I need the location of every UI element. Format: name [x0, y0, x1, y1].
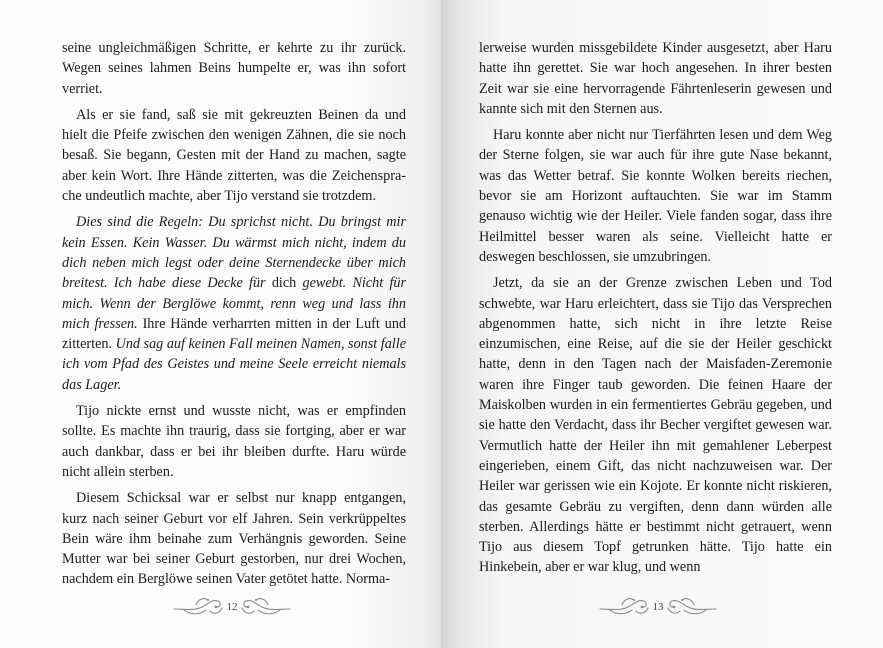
right-page-text [479, 38, 832, 578]
paragraph [62, 212, 406, 395]
paragraph: Diesem Schicksal war er selbst nur knapp entgangen, kurz nach seiner Geburt vor elf Jahren. Sein verkrüppeltes Bein wäre ihm beinahe zum Verhängnis geworden. Seine Mutter war bei seiner Geburt gestorben, nur drei Wochen, nachdem ein Berglöwe seinen Vater getötet hatte. Norma- [62, 490, 406, 588]
paragraph: lerweise wurden missgebildete Kinder ausgesetzt, aber Haru hatte ihn gerettet. Sie war hoch angesehen. In ihrer besten Zeit war sie eine hervorragende Fährtenleserin gewesen und kannte sich mit den Sternen aus. [479, 40, 832, 117]
page-number: 13 [652, 601, 664, 613]
left-page-footer [172, 593, 292, 621]
paragraph: Haru konnte aber nicht nur Tierfährten lesen und dem Weg der Sterne folgen, sie war auch für ihre gute Nase bekannt, was das Wetter betraf. Sie konnte Wolken bereits riechen, bevor sie am Horizont auftauchten. Sie war im Stamm genauso wichtig wie der Heiler. Viele fanden sogar, dass ihre Heilmittel besser waren als seine. Vielleicht hatte er deswegen beschlossen, sie umzubringen. [479, 127, 832, 265]
italic-text: Dies sind die Regeln: Du sprichst nicht. Du bringst mir kein Essen. Kein Wasser. Du wärmst mich nicht, indem du dich neben mich legst oder deine Sternendecke über mich breitest. Ich habe diese Decke für [62, 214, 406, 292]
paragraph: Als er sie fand, saß sie mit gekreuzten Beinen da und hielt die Pfeife zwischen den wenigen Zähnen, die sie noch besaß. Sie begann, Gesten mit der Hand zu machen, sagte aber kein Wort. Ihre Hände zitterten, was die Zeichensprache undeutlich machte, aber Tijo verstand sie trotzdem. [62, 106, 406, 205]
page-number: 12 [226, 601, 238, 613]
italic-text: Und sag auf keinen Fall meinen Namen, sonst falle ich vom Pfad des Geistes und meine Seele erreicht niemals das Lager. [62, 336, 406, 393]
roman-text: dich [271, 275, 297, 292]
paragraph: seine ungleichmäßigen Schritte, er kehrte zu ihr zurück. Wegen seines lahmen Beins humpelte er, was ihn sofort verriet. [62, 40, 406, 97]
paragraph: Tijo nickte ernst und wusste nicht, was er empfinden sollte. Es machte ihn traurig, dass sie fortging, aber er war auch dankbar, dass er bei ihr bleiben durfte. Haru würde nicht allein sterben. [62, 403, 406, 480]
right-page [441, 0, 883, 648]
right-page-footer [598, 593, 718, 621]
italic-text: gewebt. Nicht für mich. Wenn der Berglöwe kommt, renn weg und lass ihn mich fressen. [62, 275, 406, 332]
left-page [0, 0, 441, 648]
roman-text: Ihre Hände verharrten mitten in der Luft und zitterten. [62, 315, 407, 353]
left-page-text [62, 38, 406, 590]
paragraph: Jetzt, da sie an der Grenze zwischen Leben und Tod schwebte, war Haru erleichtert, dass sie Tijo das Versprechen abgenommen hatte, sich nicht in ihre letzte Reise einzumischen, eine Reise, auf die sie der Heiler geschickt hatte, denn in den Tagen nach der Maisfaden-Zeremonie waren ihre Finger taub geworden. Die feinen Haare der Maiskolben wurden in ein fermentiertes Gebräu gegeben, und sie hatte den Verdacht, dass ihr Becher vergiftet gewesen war. Vermutlich hatte der Heiler ihn mit gemahlener Leberpest eingerieben, einem Gift, das nicht nachzuweisen war. Der Heiler war gerissen wie ein Kojote. Er konnte nicht riskieren, das gesamte Gebräu zu vergiften, denn dann würden alle sterben. Allerdings hätte er bestimmt nicht getrauert, wenn Tijo aus diesem Topf getrunken hätte. Tijo hatte ein Hinkebein, aber er war klug, und wenn [479, 275, 832, 576]
